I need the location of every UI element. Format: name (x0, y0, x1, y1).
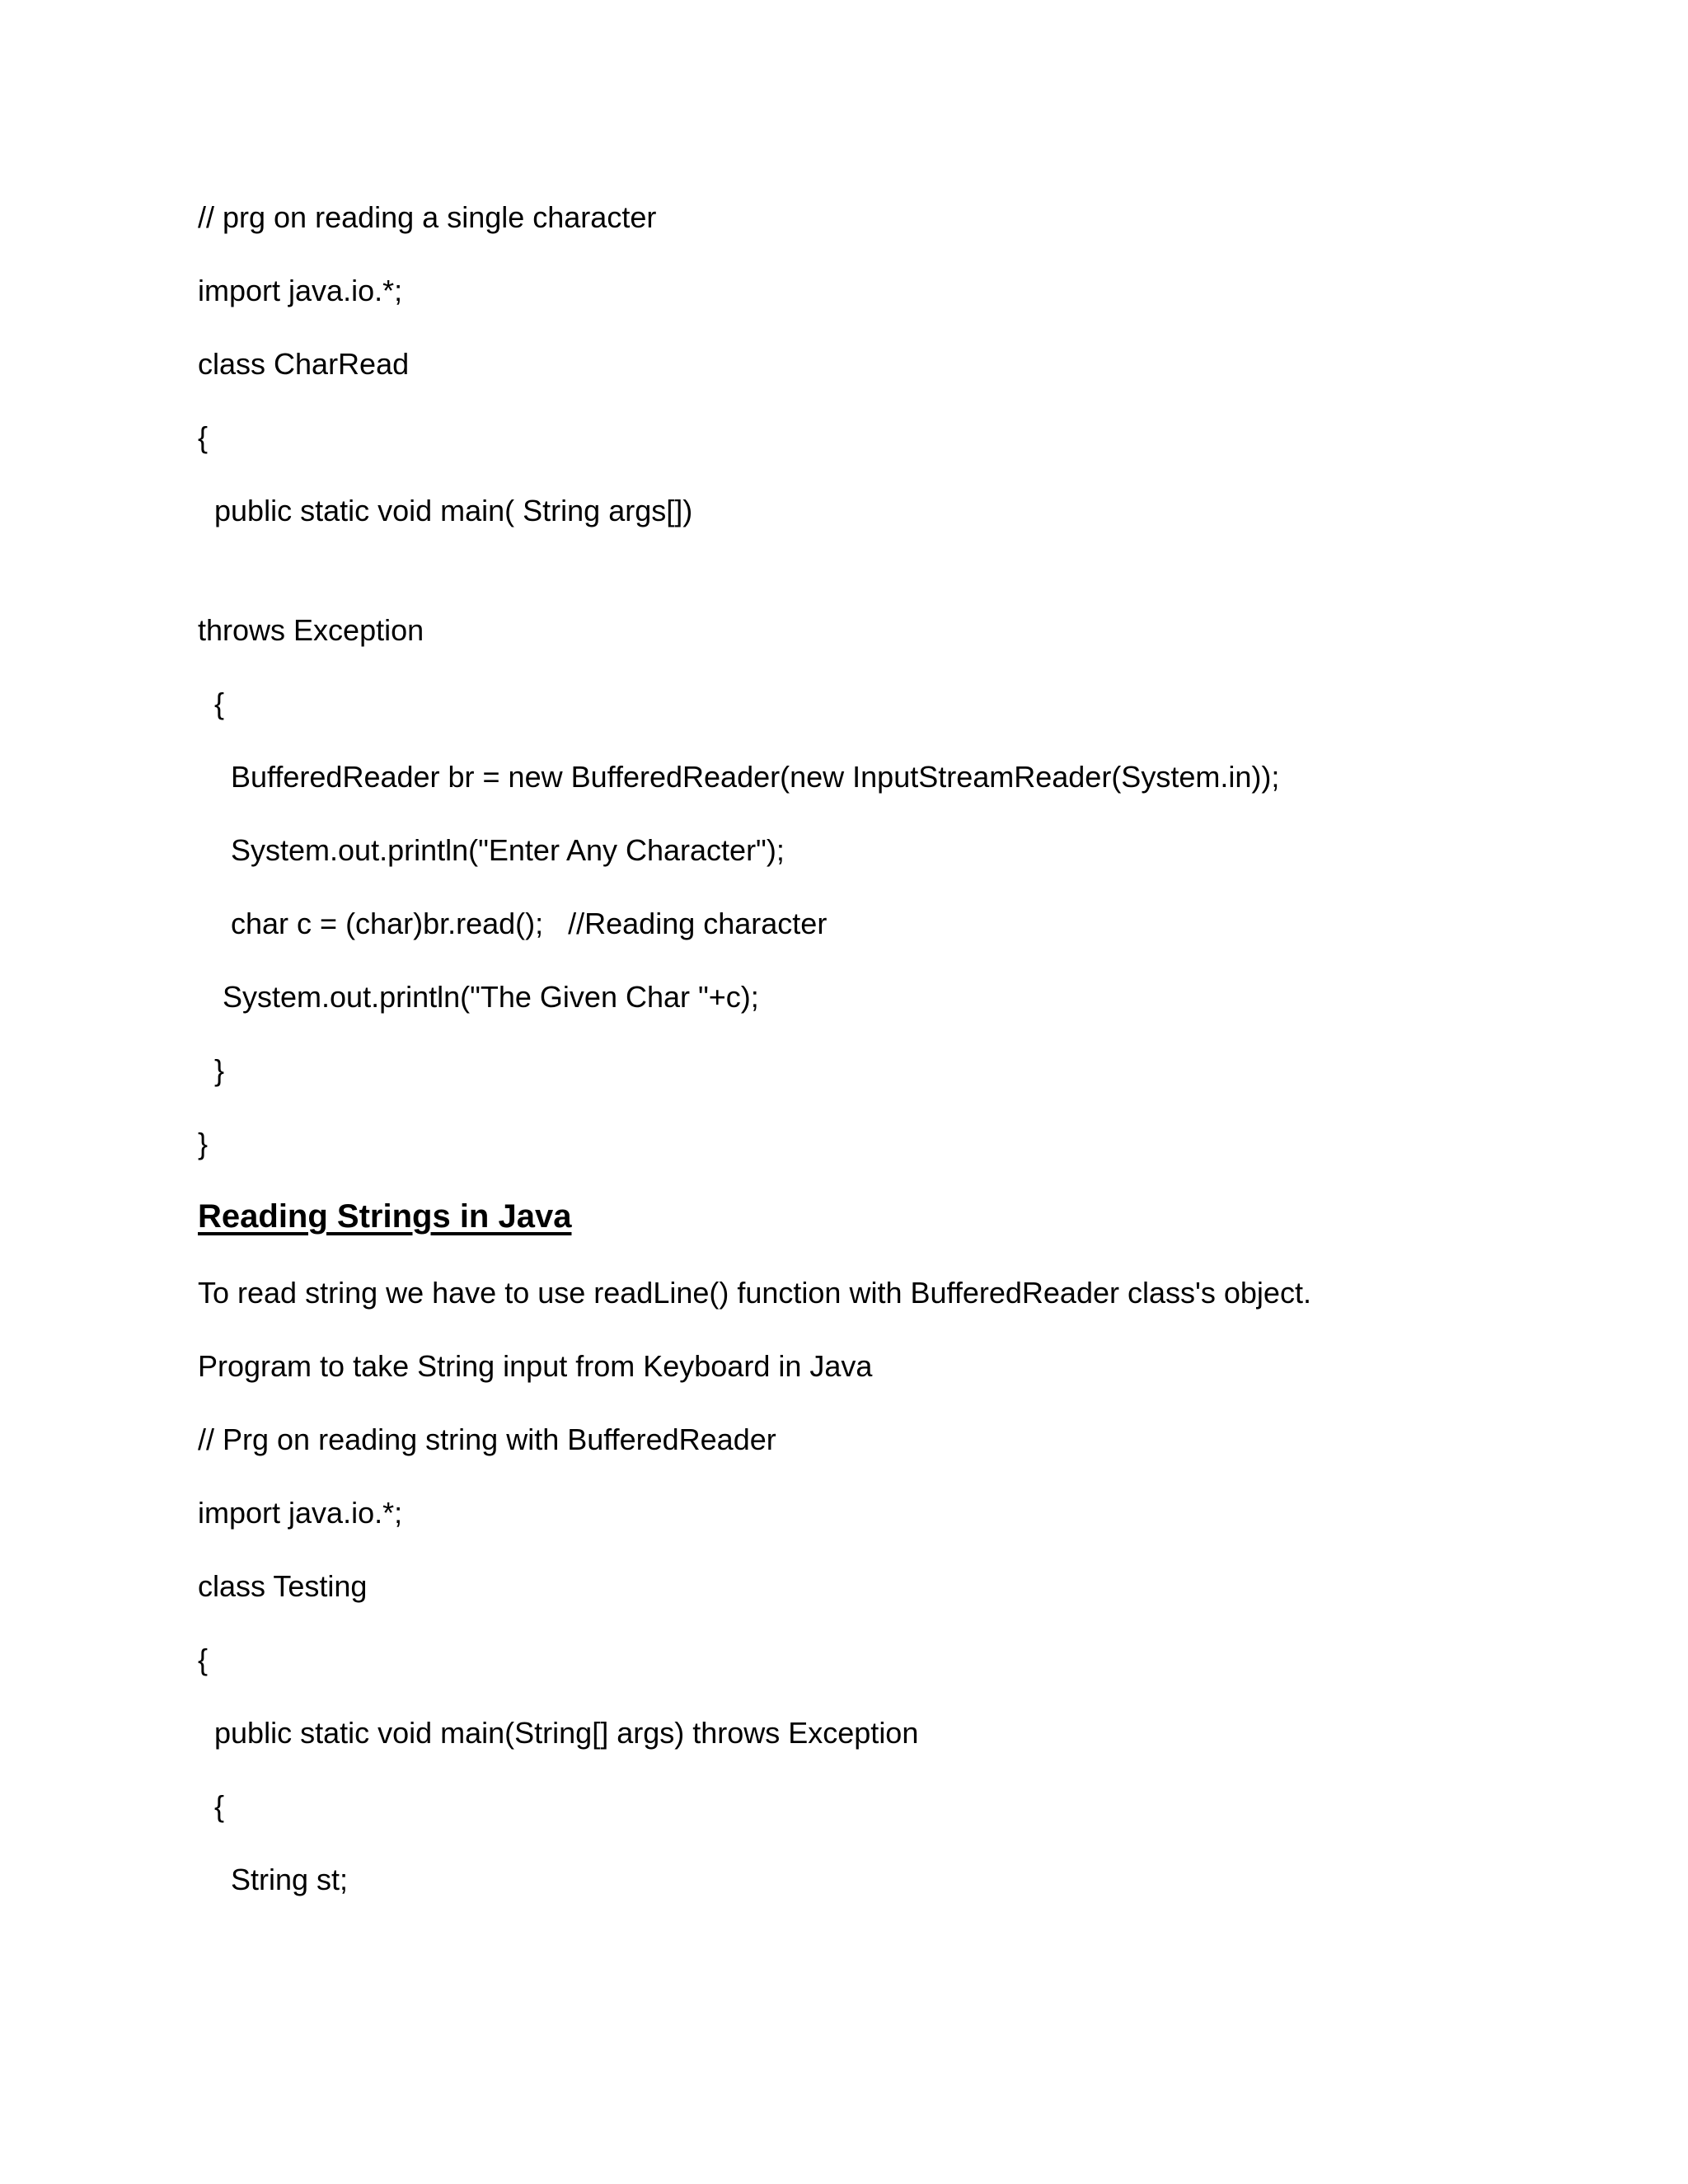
code-method-brace-open: { (198, 687, 225, 720)
section-heading: Reading Strings in Java (198, 1198, 572, 1235)
code-method-brace-open: { (198, 1789, 225, 1823)
code-println-result: System.out.println("The Given Char "+c); (198, 980, 759, 1014)
code-brace-open: { (198, 1643, 209, 1676)
code-read-char-line: char c = (char)br.read(); //Reading character (198, 907, 828, 940)
code-println-prompt: System.out.println("Enter Any Character"); (198, 833, 785, 867)
code-brace-open: { (198, 420, 209, 454)
code-import-line: import java.io.*; (198, 274, 403, 307)
code-variable-line: String st; (198, 1863, 349, 1896)
paragraph-line: To read string we have to use readLine() function with BufferedReader class's object. (198, 1276, 1311, 1310)
code-main-signature: public static void main( String args[]) (198, 494, 693, 527)
code-comment-line: // Prg on reading string with BufferedReader (198, 1422, 776, 1456)
paragraph-line: Program to take String input from Keyboard in Java (198, 1349, 873, 1383)
code-comment-line: // prg on reading a single character (198, 200, 657, 234)
code-method-brace-close: } (198, 1053, 225, 1087)
code-main-signature: public static void main(String[] args) throws Exception (198, 1716, 919, 1750)
code-reader-line: BufferedReader br = new BufferedReader(new InputStreamReader(System.in)); (198, 760, 1280, 794)
code-class-line: class CharRead (198, 347, 410, 381)
code-brace-close: } (198, 1127, 209, 1160)
code-class-line: class Testing (198, 1569, 368, 1603)
code-throws-line: throws Exception (198, 613, 424, 647)
code-import-line: import java.io.*; (198, 1496, 403, 1530)
